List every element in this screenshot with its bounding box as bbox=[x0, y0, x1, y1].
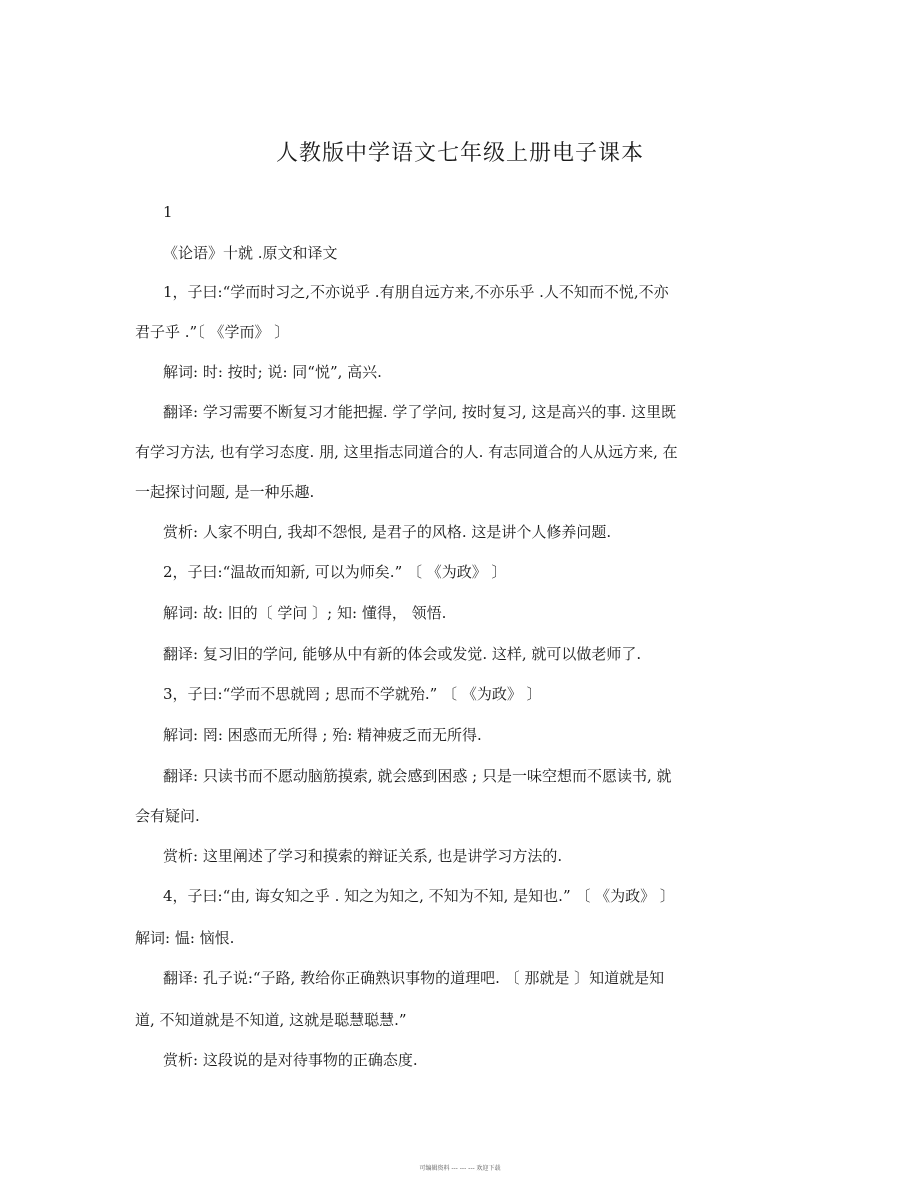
text-line: 4，子曰:“由, 诲女知之乎 . 知之为知之, 不知为不知, 是知也.” 〔 《为政》 〕 bbox=[163, 887, 675, 905]
text-line: 翻译: 孔子说:“子路, 教给你正确熟识事物的道理吧. 〔 那就是 〕知道就是知 bbox=[163, 969, 665, 987]
section-heading: 《论语》十就 .原文和译文 bbox=[163, 244, 338, 262]
text-line: 解词: 愠: 恼恨. bbox=[135, 929, 235, 947]
text-line: 有学习方法, 也有学习态度. 朋, 这里指志同道合的人. 有志同道合的人从远方来, 在 bbox=[135, 443, 678, 461]
text-line: 赏析: 人家不明白, 我却不怨恨, 是君子的风格. 这是讲个人修养问题. bbox=[163, 523, 612, 541]
page-title: 人教版中学语文七年级上册电子课本 bbox=[275, 141, 644, 166]
text-line: 翻译: 只读书而不愿动脑筋摸索, 就会感到困惑 ; 只是一味空想而不愿读书, 就 bbox=[163, 767, 672, 785]
text-line: 3，子曰:“学而不思就罔 ; 思而不学就殆.” 〔 《为政》 〕 bbox=[163, 685, 542, 703]
text-line: 2，子曰:“温故而知新, 可以为师矣.” 〔 《为政》 〕 bbox=[163, 563, 507, 581]
text-line: 会有疑问. bbox=[135, 807, 200, 825]
text-line: 道, 不知道就是不知道, 这就是聪慧聪慧.” bbox=[135, 1011, 407, 1029]
text-line: 翻译: 复习旧的学问, 能够从中有新的体会或发觉. 这样, 就可以做老师了. bbox=[163, 645, 642, 663]
text-line: 君子乎 .”〔 《学而》 〕 bbox=[135, 323, 290, 341]
text-line: 赏析: 这里阐述了学习和摸索的辩证关系, 也是讲学习方法的. bbox=[163, 847, 563, 865]
text-line: 解词: 时: 按时; 说: 同“悦”, 高兴. bbox=[163, 363, 382, 381]
text-line: 一起探讨问题, 是一种乐趣. bbox=[135, 483, 315, 501]
text-line: 翻译: 学习需要不断复习才能把握. 学了学问, 按时复习, 这是高兴的事. 这里既 bbox=[163, 403, 676, 421]
text-line: 赏析: 这段说的是对待事物的正确态度. bbox=[163, 1051, 418, 1069]
page-footer: 可编辑资料 --- --- --- 欢迎下载 bbox=[419, 1165, 501, 1172]
text-line: 1，子曰:“学而时习之,不亦说乎 .有朋自远方来,不亦乐乎 .人不知而不悦,不亦 bbox=[163, 283, 669, 301]
text-line: 解词: 故: 旧的〔 学问 〕; 知: 懂得， 领悟. bbox=[163, 604, 447, 622]
section-number: 1 bbox=[163, 203, 173, 221]
text-line: 解词: 罔: 困惑而无所得 ; 殆: 精神疲乏而无所得. bbox=[163, 726, 482, 744]
